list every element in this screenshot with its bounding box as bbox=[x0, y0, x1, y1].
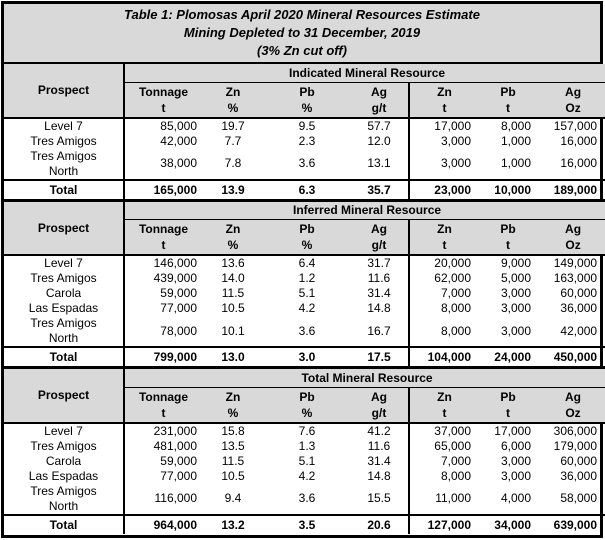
table-row bbox=[4, 469, 605, 484]
value-cell: 8,000 bbox=[500, 118, 531, 133]
col-header-zn-grade bbox=[202, 387, 264, 423]
col-unit: g/t bbox=[371, 405, 387, 420]
value-cell: 36,000 bbox=[560, 468, 598, 483]
col-unit: Oz bbox=[565, 238, 581, 252]
value-cell: 31.4 bbox=[350, 286, 409, 301]
value-cell: 20,000 bbox=[434, 256, 471, 270]
value-cell: 306,000 bbox=[553, 423, 598, 438]
table-row bbox=[4, 255, 605, 271]
value-cell: 3,000 bbox=[500, 301, 531, 315]
col-label: Pb bbox=[299, 84, 315, 99]
col-header-pb-grade bbox=[264, 220, 350, 256]
value-cell: 78,000 bbox=[160, 323, 197, 338]
col-label: Ag bbox=[565, 84, 582, 99]
value-cell: 964,000 bbox=[124, 515, 202, 534]
title-line-2: Mining Depleted to 31 December, 2019 bbox=[183, 25, 421, 40]
table-row bbox=[4, 423, 605, 439]
col-label: Pb bbox=[500, 84, 516, 99]
table-row bbox=[4, 316, 605, 347]
col-header-pb-grade bbox=[264, 82, 350, 118]
value-cell: 4.2 bbox=[298, 468, 316, 483]
value-cell: 439,000 bbox=[153, 271, 197, 285]
value-cell: 6.4 bbox=[298, 256, 316, 270]
value-cell: 11.6 bbox=[350, 439, 409, 454]
value-cell: 36,000 bbox=[560, 301, 598, 315]
col-header-zn-grade bbox=[202, 82, 264, 118]
value-cell: 9.5 bbox=[298, 118, 316, 133]
total-label-cell: Total bbox=[4, 180, 124, 201]
col-header-pb-metal bbox=[479, 387, 537, 423]
value-cell: 13.9 bbox=[202, 180, 264, 201]
value-cell: 16,000 bbox=[560, 156, 598, 170]
value-cell: 13.1 bbox=[350, 149, 409, 180]
value-cell: 4,000 bbox=[500, 491, 531, 505]
value-cell: 11.5 bbox=[221, 286, 245, 300]
prospect-cell: Tres Amigos bbox=[4, 439, 124, 454]
total-row bbox=[4, 347, 605, 368]
value-cell: 85,000 bbox=[160, 118, 197, 133]
prospect-column-header: Prospect bbox=[4, 369, 124, 423]
prospect-cell: Level 7 bbox=[4, 255, 124, 271]
value-cell: 3.6 bbox=[298, 156, 316, 170]
value-cell: 13.0 bbox=[202, 347, 264, 368]
prospect-cell: Tres Amigos North bbox=[4, 316, 124, 347]
value-cell: 3,000 bbox=[500, 286, 531, 300]
col-label: Pb bbox=[299, 389, 315, 404]
value-cell: 10.1 bbox=[221, 323, 245, 338]
value-cell: 15.8 bbox=[221, 423, 245, 438]
value-cell: 3.6 bbox=[298, 323, 316, 338]
prospect-column-header: Prospect bbox=[4, 64, 124, 118]
value-cell: 104,000 bbox=[409, 347, 479, 368]
value-cell: 3,000 bbox=[440, 156, 471, 170]
value-cell: 1,000 bbox=[500, 156, 531, 170]
value-cell: 9.4 bbox=[224, 491, 242, 505]
value-cell: 3.0 bbox=[264, 347, 350, 368]
prospect-cell: Carola bbox=[4, 286, 124, 301]
value-cell: 62,000 bbox=[434, 271, 471, 285]
col-label: Pb bbox=[500, 222, 516, 236]
value-cell: 179,000 bbox=[553, 438, 598, 453]
value-cell: 4.2 bbox=[298, 301, 316, 315]
col-header-ag-metal bbox=[537, 220, 605, 256]
value-cell: 6.3 bbox=[264, 180, 350, 201]
col-label: Ag bbox=[371, 389, 387, 404]
col-label: Zn bbox=[225, 389, 241, 404]
value-cell: 12.0 bbox=[350, 134, 409, 149]
band-row bbox=[4, 369, 605, 387]
col-header-pb-metal bbox=[479, 82, 537, 118]
value-cell: 8,000 bbox=[440, 468, 471, 483]
col-unit: t bbox=[161, 100, 166, 115]
value-cell: 15.5 bbox=[350, 484, 409, 515]
value-cell: 60,000 bbox=[560, 453, 598, 468]
prospect-cell: Tres Amigos North bbox=[4, 484, 124, 515]
value-cell: 3,000 bbox=[500, 323, 531, 338]
total-label-cell: Total bbox=[4, 515, 124, 534]
table-row bbox=[4, 149, 605, 180]
value-cell: 3,000 bbox=[500, 468, 531, 483]
value-cell: 19.7 bbox=[221, 118, 245, 133]
col-header-tonnage bbox=[124, 387, 202, 423]
col-unit: t bbox=[442, 100, 447, 115]
value-cell: 10,000 bbox=[479, 180, 537, 201]
value-cell: 16.7 bbox=[350, 316, 409, 347]
value-cell: 14.0 bbox=[221, 271, 245, 285]
col-header-ag-grade bbox=[350, 82, 409, 118]
value-cell: 77,000 bbox=[160, 468, 197, 483]
total-row bbox=[4, 515, 605, 534]
value-cell: 1.3 bbox=[298, 438, 316, 453]
total-row bbox=[4, 180, 605, 201]
col-unit: t bbox=[442, 238, 447, 252]
value-cell: 146,000 bbox=[153, 256, 197, 270]
value-cell: 10.5 bbox=[221, 468, 245, 483]
value-cell: 16,000 bbox=[560, 133, 598, 148]
col-unit: g/t bbox=[371, 238, 387, 252]
band-row bbox=[4, 202, 605, 220]
prospect-cell: Las Espadas bbox=[4, 301, 124, 316]
value-cell: 116,000 bbox=[154, 491, 197, 505]
value-cell: 31.7 bbox=[350, 255, 409, 271]
value-cell: 13.5 bbox=[221, 438, 245, 453]
col-unit: % bbox=[227, 100, 239, 115]
value-cell: 77,000 bbox=[160, 301, 197, 315]
value-cell: 5.1 bbox=[298, 286, 316, 300]
value-cell: 149,000 bbox=[553, 256, 598, 270]
col-label: Pb bbox=[500, 389, 516, 404]
value-cell: 1.2 bbox=[298, 271, 316, 285]
col-label: Ag bbox=[565, 389, 582, 404]
table-row bbox=[4, 271, 605, 286]
value-cell: 24,000 bbox=[479, 347, 537, 368]
value-cell: 7.6 bbox=[298, 423, 316, 438]
value-cell: 5,000 bbox=[500, 271, 531, 285]
col-label: Zn bbox=[437, 84, 452, 99]
value-cell: 450,000 bbox=[537, 347, 605, 368]
col-header-ag-grade bbox=[350, 220, 409, 256]
value-cell: 189,000 bbox=[537, 180, 605, 201]
col-unit: t bbox=[442, 405, 447, 420]
col-header-tonnage bbox=[124, 220, 202, 256]
value-cell: 38,000 bbox=[160, 156, 197, 170]
value-cell: 5.1 bbox=[298, 453, 316, 468]
col-label: Ag bbox=[565, 222, 582, 236]
value-cell: 163,000 bbox=[553, 271, 598, 285]
value-cell: 23,000 bbox=[409, 180, 479, 201]
value-cell: 14.8 bbox=[350, 301, 409, 316]
col-header-ag-grade bbox=[350, 387, 409, 423]
value-cell: 3,000 bbox=[440, 133, 471, 148]
value-cell: 31.4 bbox=[350, 454, 409, 469]
col-unit: Oz bbox=[565, 405, 581, 420]
title-line-3: (3% Zn cut off) bbox=[256, 43, 348, 58]
table-row bbox=[4, 118, 605, 134]
table-row bbox=[4, 454, 605, 469]
value-cell: 2.3 bbox=[298, 133, 316, 148]
col-label: Pb bbox=[299, 222, 315, 236]
value-cell: 20.6 bbox=[350, 515, 409, 534]
value-cell: 1,000 bbox=[500, 133, 531, 148]
section-title-total: Total Mineral Resource bbox=[124, 369, 605, 387]
table-row bbox=[4, 286, 605, 301]
table-row bbox=[4, 301, 605, 316]
value-cell: 65,000 bbox=[434, 438, 471, 453]
value-cell: 35.7 bbox=[350, 180, 409, 201]
value-cell: 8,000 bbox=[440, 323, 471, 338]
col-header-zn-grade bbox=[202, 220, 264, 256]
col-header-tonnage bbox=[124, 82, 202, 118]
col-label: Zn bbox=[437, 222, 452, 236]
value-cell: 7.7 bbox=[224, 133, 242, 148]
value-cell: 7,000 bbox=[440, 453, 471, 468]
col-label: Ag bbox=[371, 84, 387, 99]
value-cell: 799,000 bbox=[124, 347, 202, 368]
inferred-resource-table bbox=[4, 202, 605, 370]
value-cell: 11.5 bbox=[221, 453, 245, 468]
value-cell: 127,000 bbox=[409, 515, 479, 534]
value-cell: 13.6 bbox=[221, 256, 245, 270]
value-cell: 481,000 bbox=[153, 438, 197, 453]
total-resource-table bbox=[4, 369, 605, 534]
value-cell: 165,000 bbox=[124, 180, 202, 201]
col-unit: % bbox=[301, 238, 313, 252]
col-header-ag-metal bbox=[537, 387, 605, 423]
col-unit: t bbox=[506, 238, 510, 252]
section-title-inferred: Inferred Mineral Resource bbox=[124, 202, 605, 220]
prospect-column-header: Prospect bbox=[4, 202, 124, 256]
value-cell: 3,000 bbox=[500, 453, 531, 468]
value-cell: 42,000 bbox=[160, 133, 197, 148]
col-header-pb-grade bbox=[264, 387, 350, 423]
col-unit: t bbox=[506, 405, 510, 420]
prospect-cell: Level 7 bbox=[4, 423, 124, 439]
value-cell: 14.8 bbox=[350, 469, 409, 484]
value-cell: 10.5 bbox=[221, 301, 245, 315]
col-header-pb-metal bbox=[479, 220, 537, 256]
value-cell: 8,000 bbox=[440, 301, 471, 315]
prospect-cell: Tres Amigos North bbox=[4, 149, 124, 180]
value-cell: 11.6 bbox=[350, 271, 409, 286]
value-cell: 59,000 bbox=[160, 453, 197, 468]
value-cell: 57.7 bbox=[350, 118, 409, 134]
value-cell: 17,000 bbox=[494, 423, 531, 438]
value-cell: 9,000 bbox=[500, 256, 531, 270]
col-header-ag-metal bbox=[537, 82, 605, 118]
table-row bbox=[4, 134, 605, 149]
col-label: Tonnage bbox=[138, 222, 189, 236]
value-cell: 3.6 bbox=[298, 491, 316, 505]
col-unit: t bbox=[506, 100, 510, 115]
col-label: Tonnage bbox=[138, 84, 189, 99]
value-cell: 59,000 bbox=[160, 286, 197, 300]
prospect-cell: Tres Amigos bbox=[4, 271, 124, 286]
total-label-cell: Total bbox=[4, 347, 124, 368]
col-header-zn-metal bbox=[409, 220, 479, 256]
prospect-cell: Level 7 bbox=[4, 118, 124, 134]
value-cell: 231,000 bbox=[153, 423, 197, 438]
value-cell: 41.2 bbox=[350, 423, 409, 439]
band-row bbox=[4, 64, 605, 82]
value-cell: 34,000 bbox=[479, 515, 537, 534]
value-cell: 13.2 bbox=[202, 515, 264, 534]
col-unit: % bbox=[301, 405, 313, 420]
section-title-indicated: Indicated Mineral Resource bbox=[124, 64, 605, 82]
table-title bbox=[4, 4, 600, 64]
mineral-resources-table bbox=[1, 1, 603, 538]
table-row bbox=[4, 484, 605, 515]
value-cell: 17,000 bbox=[434, 118, 471, 133]
col-header-zn-metal bbox=[409, 82, 479, 118]
col-label: Zn bbox=[225, 84, 241, 99]
col-unit: % bbox=[227, 238, 239, 252]
col-label: Zn bbox=[437, 389, 452, 404]
value-cell: 42,000 bbox=[560, 323, 598, 338]
value-cell: 157,000 bbox=[553, 118, 598, 133]
col-unit: Oz bbox=[565, 100, 581, 115]
col-label: Zn bbox=[225, 222, 241, 236]
value-cell: 17.5 bbox=[350, 347, 409, 368]
col-unit: t bbox=[161, 405, 166, 420]
table-row bbox=[4, 439, 605, 454]
prospect-cell: Las Espadas bbox=[4, 469, 124, 484]
col-unit: g/t bbox=[371, 100, 387, 115]
prospect-cell: Carola bbox=[4, 454, 124, 469]
col-unit: % bbox=[301, 100, 313, 115]
col-label: Tonnage bbox=[138, 389, 189, 404]
value-cell: 11,000 bbox=[435, 491, 471, 505]
value-cell: 7.8 bbox=[224, 156, 242, 170]
value-cell: 639,000 bbox=[537, 515, 605, 534]
value-cell: 60,000 bbox=[560, 286, 598, 300]
indicated-resource-table bbox=[4, 64, 605, 202]
col-unit: % bbox=[227, 405, 239, 420]
value-cell: 58,000 bbox=[560, 491, 598, 505]
col-unit: t bbox=[161, 238, 166, 252]
value-cell: 37,000 bbox=[434, 423, 471, 438]
value-cell: 6,000 bbox=[500, 438, 531, 453]
prospect-cell: Tres Amigos bbox=[4, 134, 124, 149]
title-line-1: Table 1: Plomosas April 2020 Mineral Resources Estimate bbox=[124, 7, 480, 22]
col-header-zn-metal bbox=[409, 387, 479, 423]
col-label: Ag bbox=[371, 222, 387, 236]
value-cell: 7,000 bbox=[440, 286, 471, 300]
value-cell: 3.5 bbox=[264, 515, 350, 534]
